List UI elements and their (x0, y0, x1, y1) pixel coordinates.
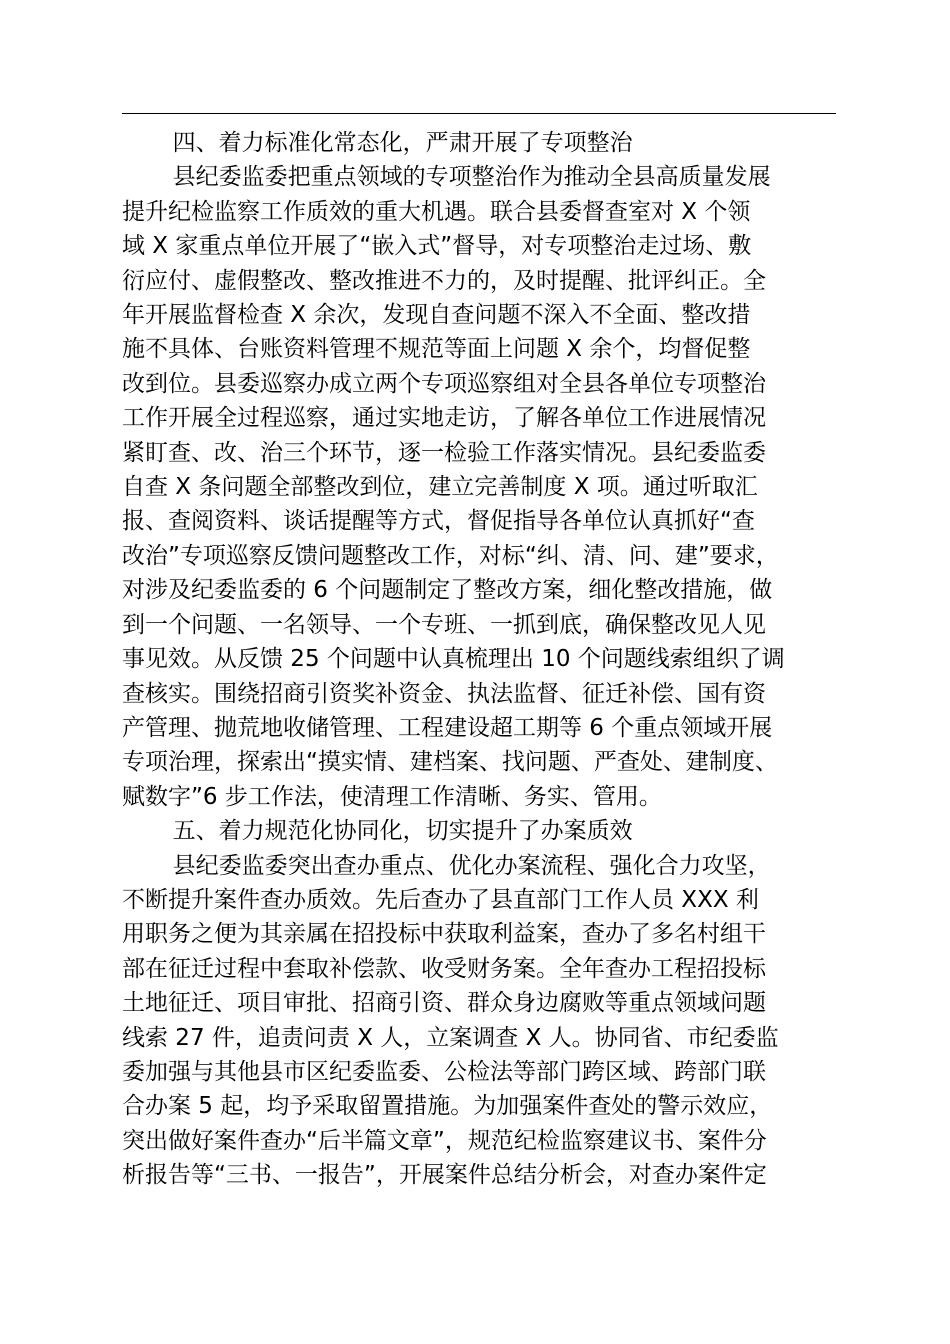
section-heading-5: 五、着力规范化协同化，切实提升了办案质效 (172, 818, 633, 845)
section-heading-4: 四、着力标准化常态化，严肃开展了专项整治 (172, 130, 633, 156)
document-body (122, 126, 842, 1193)
section-paragraph-5: 县纪委监委突出查办重点、优化办案流程、强化合力攻坚， 不断提升案件查办质效。先后查办了县直部门工作人员 XXX 利 用职务之便为其亲属在招投标中获取利益案，查办了多名村组干 部在征迁过程中套取补偿款、收受财务案。全年查办工程招投标 土地征迁、项目审批、招商引资、群众身边腐败等重点领域问题 线索 27 件，追责问责 X 人，立案调查 X 人。协同省、市纪委监 委加强与其他县市区纪委监委、公检法等部门跨区域、跨部门联 合办案 5 起，均予采取留置措施。为加强案件查处的警示效应， 突出做好案件查办“后半篇文章”，规范纪检监察建议书、案件分 析报告等“三书、一报告”，开展案件总结分析会，对查办案件定 (122, 852, 779, 1189)
section-paragraph-4: 县纪委监委把重点领域的专项整治作为推动全县高质量发展 提升纪检监察工作质效的重大机遇。联合县委督查室对 X 个领 域 X 家重点单位开展了“嵌入式”督导，对专项整治走过场、敷 衍应付、虚假整改、整改推进不力的，及时提醒、批评纠正。全 年开展监督检查 X 余次，发现自查问题不深入不全面、整改措 施不具体、台账资料管理不规范等面上问题 X 余个，均督促整 改到位。县委巡察办成立两个专项巡察组对全县各单位专项整治 工作开展全过程巡察，通过实地走访，了解各单位工作进展情况 紧盯查、改、治三个环节，逐一检验工作落实情况。县纪委监委 自查 X 条问题全部整改到位，建立完善制度 X 项。通过听取汇 报、查阅资料、谈话提醒等方式，督促指导各单位认真抓好“查 改治”专项巡察反馈问题整改工作，对标“纠、清、问、建”要求， 对涉及纪委监委的 6 个问题制定了整改方案，细化整改措施，做 到一个问题、一名领导、一个专班、一抓到底，确保整改见人见 事见效。从反馈 25 个问题中认真梳理出 10 个问题线索组织了调 查核实。围绕招商引资奖补资金、执法监督、征迁补偿、国有资 产管理、抛荒地收储管理、工程建设超工期等 6 个重点领域开展 专项治理，探索出“摸实情、建档案、找问题、严查处、建制度、 赋数字”6 步工作法，使清理工作清晰、务实、管用。 (122, 164, 785, 810)
header-rule (122, 113, 836, 114)
